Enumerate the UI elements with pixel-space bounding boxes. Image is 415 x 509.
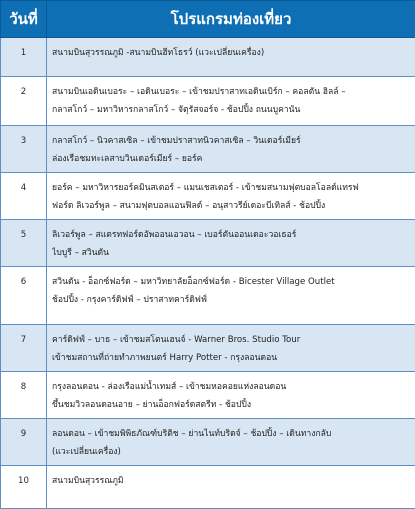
table-row [1,466,415,509]
program-cell [47,173,415,220]
program-cell [47,325,415,372]
program-line: สนามบินสุวรรณภูมิ [52,472,411,490]
program-line: ฟอร์ด ลิเวอร์พูล – สนามฟุตบอลแอนฟิลด์ – อนุสาวรีย์เดอะบีเทิลส์ - ช้อปปิ้ง [52,197,411,215]
program-column-header: โปรแกรมท่องเที่ยว [47,1,415,38]
program-line: คาร์ดิฟฟ์ – บาธ – เข้าชมสโตนเฮนจ์ - Warner Bros. Studio Tour [52,331,411,349]
day-number: 6 [1,267,47,325]
table-row [1,325,415,372]
day-number: 5 [1,220,47,267]
program-line: ขึ้นชมวิวลอนดอนอาย – ย่านอ็อกฟอร์ดสตรีท - ช้อปปิ้ง [52,396,411,414]
day-number: 7 [1,325,47,372]
program-cell [47,372,415,419]
program-cell [47,126,415,173]
table-row [1,372,415,419]
table-row [1,38,415,77]
table-row [1,267,415,325]
day-number: 8 [1,372,47,419]
program-line: ลอนดอน – เข้าชมพิพิธภัณฑ์บริติช – ย่านไนท์บริดจ์ – ช้อปปิ้ง – เดินทางกลับ [52,425,411,443]
table-row [1,419,415,466]
program-cell [47,77,415,126]
day-number: 3 [1,126,47,173]
program-line: สนามบินเอดินเบอระ – เอดินเบอระ – เข้าชมปราสาทเอดินเบิร์ก – คอลตัน ฮิลล์ – [52,83,411,101]
program-cell [47,38,415,77]
program-cell [47,267,415,325]
table-row [1,77,415,126]
table-row [1,220,415,267]
program-cell [47,220,415,267]
program-line: เข้าชมสถานที่ถ่ายทำภาพยนตร์ Harry Potter - กรุงลอนดอน [52,349,411,367]
program-line: ยอร์ค – มหาวิหารยอร์คมินสเตอร์ – แมนเชสเตอร์ - เข้าชมสนามฟุตบอลโอลด์แทรฟ [52,179,411,197]
program-line: กลาสโกว์ – มหาวิหารกลาสโกว์ – จัตุรัสจอร์จ - ช้อปปิ้ง ถนนบูคานัน [52,101,411,119]
program-line: ช้อปปิ้ง - กรุงคาร์ดิฟฟ์ – ปราสาทคาร์ดิฟฟ์ [52,291,411,309]
program-line: กรุงลอนดอน - ล่องเรือแม่น้ำเทมส์ – เข้าชมหอคอยแห่งลอนดอน [52,378,411,396]
program-line: ล่องเรือชมทะเลสาบวินเดอร์เมียร์ – ยอร์ค [52,150,411,168]
program-line: สนามบินสุวรรณภูมิ -สนามบินฮีทโธรว์ (แวะเปลี่ยนเครื่อง) [52,44,411,62]
day-number: 4 [1,173,47,220]
day-number: 1 [1,38,47,77]
program-line: กลาสโกว์ – นิวคาสเซิล – เข้าชมปราสาทนิวคาสเซิล – วินเดอร์เมียร์ [52,132,411,150]
program-line: สวินดัน - อ็อกซ์ฟอร์ด – มหาวิทยาลัยอ็อกซ์ฟอร์ด - Bicester Village Outlet [52,273,411,291]
program-line: (แวะเปลี่ยนเครื่อง) [52,443,411,461]
program-line: ลิเวอร์พูล – สแตรทฟอร์ดอัพออนเอวอน – เบอร์ตันออนเดอะวอเธอร์ [52,226,411,244]
table-row [1,173,415,220]
program-line: ไบบูรี – สวินดัน [52,244,411,262]
table-row [1,126,415,173]
day-column-header: วันที่ [1,1,47,38]
day-number: 9 [1,419,47,466]
program-cell [47,419,415,466]
day-number: 2 [1,77,47,126]
program-cell [47,466,415,509]
table-header-row [1,1,415,38]
day-number: 10 [1,466,47,509]
